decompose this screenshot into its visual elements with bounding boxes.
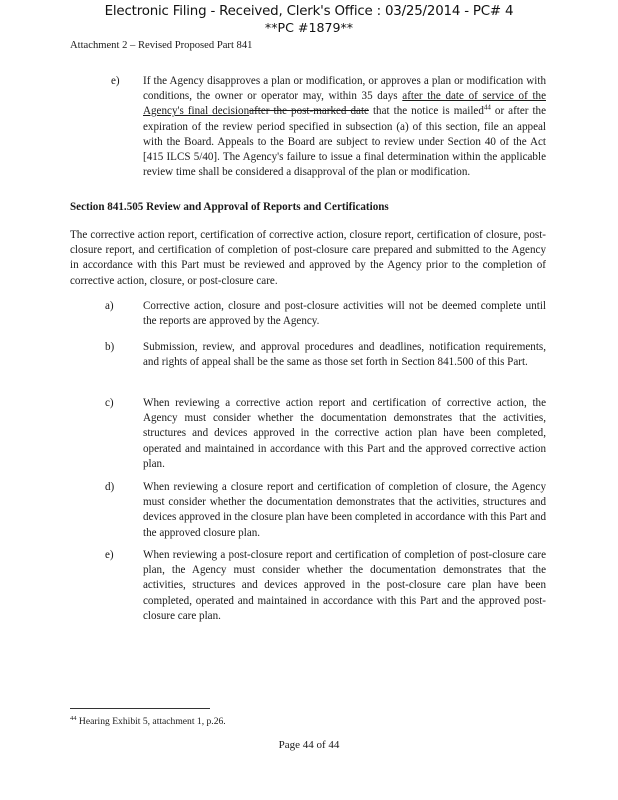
footnote-divider: [70, 708, 210, 709]
page-header: Attachment 2 – Revised Proposed Part 841: [70, 40, 253, 51]
item-e-letter: e): [105, 549, 114, 561]
page-number: Page 44 of 44: [278, 739, 340, 751]
item-d-letter: d): [105, 481, 115, 493]
item-c-text: When reviewing a corrective action report and certification of corrective action, the Agency must consider whether the documentation demonstrates that the activities, structures and devices approved in the corrective action plan have been completed, operated and maintained in accordance with this Part and the approved corrective action plan.: [143, 397, 546, 470]
item-b-letter: b): [105, 341, 115, 353]
filing-stamp-line-1: Electronic Filing - Received, Clerk's Office : 03/25/2014 - PC# 4: [104, 4, 514, 19]
section-heading: Section 841.505 Review and Approval of Reports and Certifications: [70, 201, 389, 213]
item-c-letter: c): [105, 397, 114, 409]
inserted-text: after the date of service of the Agency's final decision: [143, 90, 546, 118]
item-b-text: Submission, review, and approval procedures and deadlines, notification requirements, and rights of appeal shall be the same as those set forth in Section 841.500 of this Part.: [143, 341, 546, 369]
filing-stamp-line-2: **PC #1879**: [264, 20, 354, 35]
item-d-text: When reviewing a closure report and certification of completion of closure, the Agency must consider whether the documentation demonstrates that the activities, structures and devices approved in the closure plan have been completed in accordance with this Part and the approved closure plan.: [143, 481, 546, 539]
item-e-prev-letter: e): [111, 75, 120, 87]
item-a-text: Corrective action, closure and post-closure activities will not be deemed complete until the reports are approved by the Agency.: [143, 300, 546, 328]
item-e-prev-text: If the Agency disapproves a plan or modification, or approves a plan or modification with conditions, the owner or operator may, within 35 days after the date of service of the Agency's final decisionafter the post-marked date that the notice is mailed$^{44}$ or after the expiration of the review period specified in subsection (a) of this section, file an appeal with the Board. Appeals to the Board are subject to review under Section 40 of the Act [415 ILCS 5/40]. The Agency's failure to issue a final determination within the applicable review time shall be considered a disapproval of the plan or modification.: [143, 75, 547, 179]
deleted-text: after the post-marked date: [249, 105, 369, 118]
section-intro: The corrective action report, certification of corrective action, closure report, certification of closure, post-closure report, and certification of completion of post-closure care prepared and submitted to the Agency in accordance with this Part must be reviewed and approved by the Agency prior to the completion of corrective action, closure, or post-closure care.: [70, 229, 546, 287]
footnote-ref: 44: [483, 103, 491, 112]
footnote-number: 44: [70, 714, 77, 722]
footnote: $^{44}$ Hearing Exhibit 5, attachment 1, p.26.: [70, 714, 226, 727]
item-e-text: When reviewing a post-closure report and certification of completion of post-closure care plan, the Agency must consider whether the documentation demonstrates that the activities, structures and devices approved in the post-closure care plan have been completed, operated and maintained in accordance with this Part and the approved post-closure care plan.: [143, 549, 546, 622]
item-a-letter: a): [105, 300, 114, 312]
